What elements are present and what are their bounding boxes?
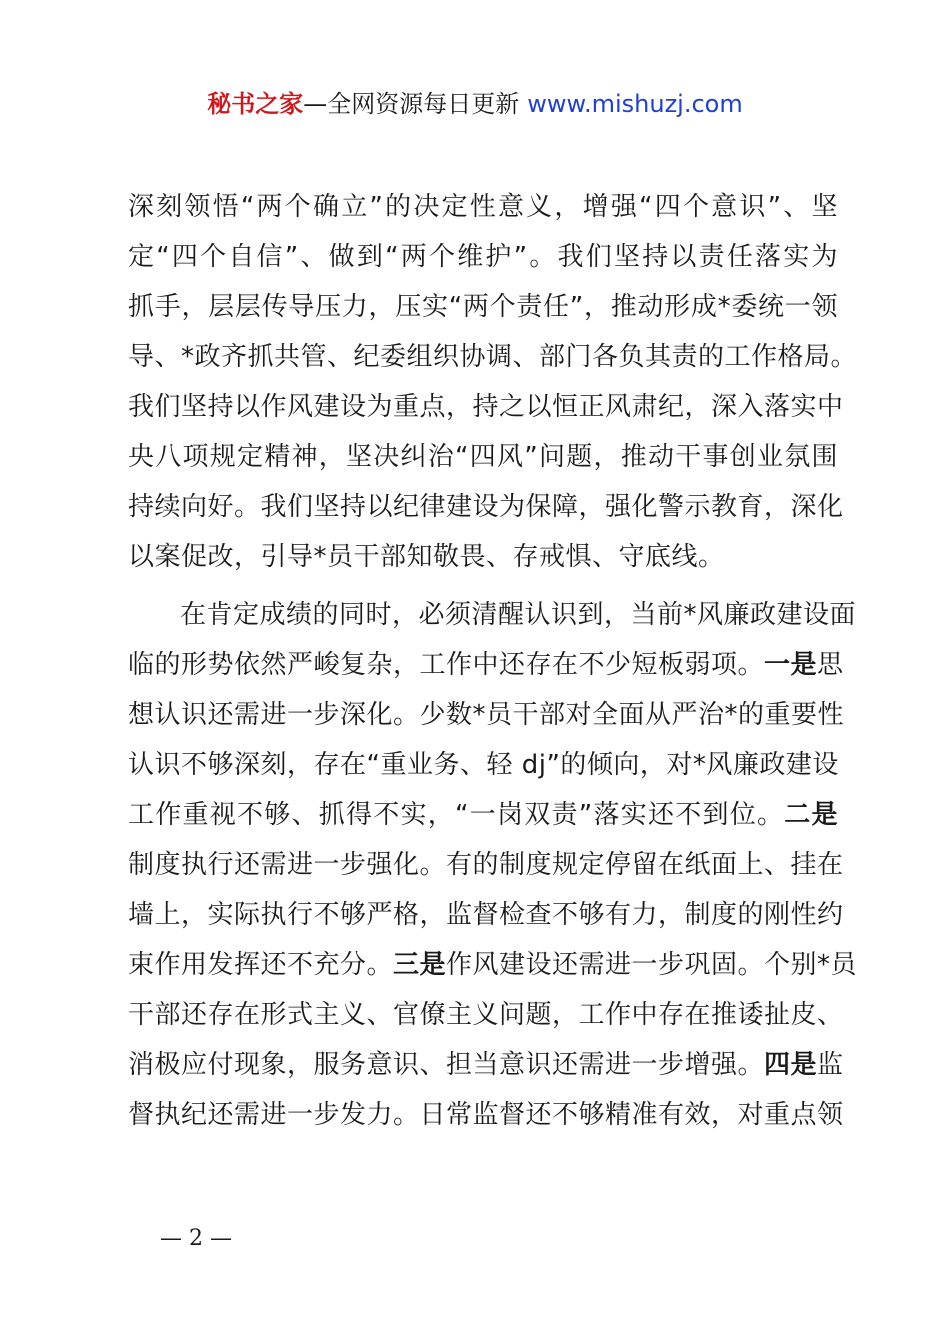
- text-line: [128, 940, 858, 990]
- text-line: 认识不够深刻，存在“重业务、轻 dj”的倾向，对*风廉政建设: [128, 750, 839, 780]
- brand-name: 秘书之家: [207, 90, 304, 118]
- text-line: 干部还存在形式主义、官僚主义问题，工作中存在推诿扯皮、: [128, 1000, 844, 1030]
- text-line: 在肯定成绩的同时，必须清醒认识到，当前*风廉政建设面: [180, 600, 857, 630]
- page-number: — 2 —: [160, 1226, 232, 1251]
- point-label-1: 一是: [764, 650, 818, 680]
- line-text: 思: [817, 650, 844, 680]
- document-body: [128, 182, 858, 1140]
- line-text: 临的形势依然严峻复杂，工作中还存在不少短板弱项。: [128, 650, 765, 680]
- text-line: 央八项规定精神，坚决纠治“四风”问题，推动干事创业氛围: [128, 442, 838, 472]
- paragraph-2: [128, 590, 858, 1140]
- line-text: 监: [817, 1050, 844, 1080]
- site-header: [0, 86, 950, 122]
- line-text: 工作重视不够、抓得不实，“一岗双责”落实还不到位。: [128, 800, 785, 830]
- text-line: 想认识还需进一步深化。少数*员干部对全面从严治*的重要性: [128, 700, 845, 730]
- text-line: 深刻领悟“两个确立”的决定性意义，增强“四个意识”、坚: [128, 192, 838, 222]
- point-label-2: 二是: [784, 800, 838, 830]
- point-label-4: 四是: [764, 1050, 818, 1080]
- line-text: 消极应付现象，服务意识、担当意识还需进一步增强。: [128, 1050, 765, 1080]
- point-label-3: 三是: [393, 950, 447, 980]
- text-line: [128, 790, 838, 840]
- text-line: 定“四个自信”、做到“两个维护”。我们坚持以责任落实为: [128, 242, 838, 272]
- site-url[interactable]: www.mishuzj.com: [527, 90, 743, 118]
- text-line: [128, 1040, 844, 1090]
- text-line: 抓手，层层传导压力，压实“两个责任”，推动形成*委统一领: [128, 292, 838, 322]
- line-text: 作风建设还需进一步巩固。个别*员: [446, 950, 858, 980]
- text-line: 导、*政齐抓共管、纪委组织协调、部门各负其责的工作格局。: [128, 342, 858, 372]
- text-line: 墙上，实际执行不够严格，监督检查不够有力，制度的刚性约: [128, 900, 844, 930]
- text-line: 以案促改，引导*员干部知敬畏、存戒惧、守底线。: [128, 542, 725, 572]
- paragraph-1: [128, 182, 858, 582]
- text-line: 我们坚持以作风建设为重点，持之以恒正风肃纪，深入落实中: [128, 392, 844, 422]
- text-line: 持续向好。我们坚持以纪律建设为保障，强化警示教育，深化: [128, 492, 844, 522]
- text-line: 制度执行还需进一步强化。有的制度规定停留在纸面上、挂在: [128, 850, 844, 880]
- text-line: 督执纪还需进一步发力。日常监督还不够精准有效，对重点领: [128, 1100, 844, 1130]
- line-text: 束作用发挥还不充分。: [128, 950, 394, 980]
- text-line: [128, 640, 844, 690]
- header-tagline: —全网资源每日更新: [303, 90, 520, 118]
